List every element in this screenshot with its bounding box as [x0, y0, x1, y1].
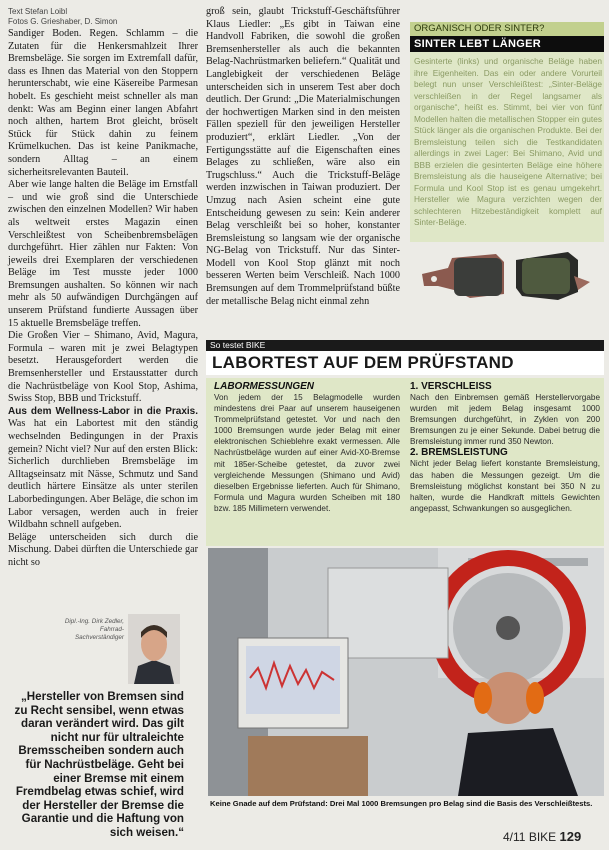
- test-bench-photo: [208, 548, 604, 796]
- article-column-1: [8, 28, 198, 570]
- sidebar-kicker: ORGANISCH ODER SINTER?: [410, 22, 604, 36]
- article-column-2: [206, 6, 400, 308]
- page-footer: [503, 829, 581, 844]
- power-body: Nicht jeder Belag liefert konstante Bremsleistung, das haben die Messungen gezeigt. Um die Bremsleistung möglichst konstant bei 350 N zu halten, wurde die Handkraft mittels Gewichten angepasst, Schwankungen so ausgeglichen.: [410, 459, 600, 513]
- labtest-title: LABORTEST AUF DEM PRÜFSTAND: [206, 351, 604, 375]
- paragraph: Die Großen Vier – Shimano, Avid, Magura, Formula – waren mit je zwei Belagtypen besetzt. Herausgefordert werden die Bremsenhersteller und Erstausstatter durch die Nachrüstbeläge von Kool Stop, Ashima, Swiss Stop, BBB und Trickstuff.: [8, 330, 198, 405]
- paragraph: Aber wie lange halten die Beläge im Ernstfall – und wie groß sind die Unterschiede zwischen den einzelnen Modellen? Wir haben als weltweit erstes Magazin einen Verschleißtest von Scheibenbremsbelägen durchgeführt. Hier zählen nur Fakten: Von jeweils drei Exemplaren der verschiedenen Beläge im Test musste jeder 1000 Bremsungen aushalten. So können wir nach mehr als 50 aufwändigen Durchgängen auf unserem Prüfstand fundierte Aussagen über 15 aktuelle Bremsbeläge treffen.: [8, 179, 198, 329]
- photo-credit: Fotos G. Grieshaber, D. Simon: [8, 17, 118, 26]
- portrait-illustration: [128, 614, 180, 684]
- quote-attribution: [60, 618, 124, 642]
- quote-author-role: Fahrrad-Sachverständiger: [74, 626, 124, 641]
- paragraph: Beläge unterscheiden sich durch die Mischung. Dabei dürften die Unterschiede gar nicht so: [8, 531, 198, 568]
- labtest-left-column: [214, 381, 400, 514]
- test-bench-illustration: [208, 548, 604, 796]
- issue-number: 4/11: [503, 830, 526, 844]
- labtest-kicker: So testet BIKE: [206, 340, 604, 351]
- organic-pad: [516, 252, 590, 300]
- paragraph: [8, 406, 198, 532]
- sidebar-title: SINTER LEBT LÄNGER: [410, 36, 604, 52]
- page-number: 129: [559, 829, 582, 844]
- power-heading: 2. BREMSLEISTUNG: [410, 447, 508, 459]
- author-portrait: [128, 614, 180, 684]
- paragraph: Sandiger Boden. Regen. Schlamm – die Zutaten für die Henkersmahlzeit Ihrer Bremsbeläge. Sie sorgen im Extremfall dafür, dass es Ihnen das Material von den Stoppern herunterschabt, wie eine Käsereibe Parmesan hobelt. Es geschieht meist schneller als man denkt: Was am Beginn einer langen Abfahrt noch althen, hartem Brot gleicht, bröselt Stück für Stück dahin zu feinem Krümelkuchen. Das ist keine Panikmache, sondern Alltag – an einem sicherheitsrelevanten Bauteil.: [8, 28, 198, 178]
- sintered-pad: [422, 254, 504, 298]
- sidebar-body: Gesinterte (links) und organische Beläge haben ihre Eigenheiten. Das ein oder andere Vorurteil belegt nun unser Verschleißtest: „Sinter-Beläge verschleißen in der Regel langsamer als organische“, heißt es. Stimmt, bei vier von fünf Modellen halten die metallischen Stopper ein gutes Stück länger als die organischen Produkte. Bei der Bremsleistung teilen sich die Testkandidaten allerdings in zwei Lager: Bei Shimano, Avid und BBB erzielen die gesinterten Beläge eine höhere Bremsleistung als die hauseigene Alternative; bei Formula und Kool Stop ist es genau umgekehrt. Hersteller wie Magura verzichten wegen der schlechteren Hitzebeständigkeit komplett auf Sinter-Beläge.: [414, 56, 602, 227]
- credits: [8, 7, 117, 27]
- text-credit: Text Stefan Loibl: [8, 7, 68, 16]
- paragraph-text: Was hat ein Labortest mit den ständig wechselnden Bedingungen in der Praxis gemein? Nicht viel? Nur auf den ersten Blick: Sicherlich durchlieben Bremsbeläge im Alltagseinsatz mit Nässe, Schmutz und Sand deutlich härtere Einsätze als unter sterilen Laborbedingungen. Aber Beläge, die schon im Labor versagen, werden auch in freier Wildbahn schnell aufgeben.: [8, 418, 198, 531]
- photo-caption: Keine Gnade auf dem Prüfstand: Drei Mal 1000 Bremsungen pro Belag sind die Basis des Verschleißtests.: [210, 799, 593, 808]
- pull-quote: „Hersteller von Bremsen sind zu Recht sensibel, wenn etwas daran verändert wird. Das gilt nicht nur für ultraleichte Bremsscheiben sondern auch für Nachrüstbeläge. Geht bei einer Bremse mit einem Fremdbelag etwas schief, wird der Hersteller der Bremse die Garantie und die Haftung von sich weisen.“: [14, 690, 184, 839]
- brake-pads-image: [418, 246, 598, 306]
- labtest-left-body: Von jedem der 15 Belagmodelle wurden mindestens drei Paar auf unserem hauseigenen Trommelprüfstand getestet. Vor und nach den 1000 Bremsungen wurde jeder Belag mit einer elektronischen Schieblehre exakt vermessen. Alle Nachrüstbeläge wurden auf einer Avid-X0-Bremse mit 185er-Scheibe getestet, da zuvor zwei vergleichende Messungen (Shimano und Avid) dieselben Ergebnisse lieferten. Auch für Shimano, Formula und Magura wurden Scheiben mit 180 bzw. 185 Millimetern verwendet.: [214, 393, 400, 513]
- labtest-right-column: [410, 381, 600, 514]
- quote-author: Dipl.-Ing. Dirk Zedler,: [64, 618, 124, 625]
- wear-heading: 1. VERSCHLEISS: [410, 381, 492, 392]
- labtest-left-heading: LABORMESSUNGEN: [214, 381, 315, 392]
- magazine-name: BIKE: [528, 830, 557, 844]
- paragraph: groß sein, glaubt Trickstuff-Geschäftsführer Klaus Liedler: „Es gibt in Taiwan eine Handvoll Fabriken, die sowohl die großen Bremsenhersteller als auch die bekannten Belag-Nachrüstmarken beliefern.“ Qualität und Langlebigkeit der verschiedenen Beläge unterscheiden sich in unserem Test aber doch deutlich. Der Grund: „Die Materialmischungen der hochwertigen Marken sind in den meisten Fällen speziell für den jeweiligen Hersteller produziert“, erklärt Liedler. „Von der Fertigungsstätte auf die Eigenschaften eines Belages zu schließen, wäre also ein Trugschluss.“ Auch die Trickstuff-Beläge werden inzwischen in Taiwan produziert. Der Umzug nach Asien scheint eine gute Entscheidung gewesen zu sein: Kein anderer Belag verschleißt bei so hoher, konstanter Bremsleistung so langsam wie der organische NG-Belag von Trickstuff. Nur das Sinter-Modell von Kool Stop glänzt mit noch besseren Werten beim Verschleiß. Nach 1000 Bremsungen auf dem Trommelprüfstand büßte der metallische Belag nicht einmal zehn: [206, 6, 400, 307]
- subhead: Aus dem Wellness-Labor in die Praxis.: [8, 405, 198, 417]
- wear-body: Nach den Einbremsen gemäß Herstellervorgabe wurden mit jedem Belag insgesamt 1000 Bremsungen durchgeführt, in Zyklen von 200 Bremsungen zu je einer Sekunde. Dabei betrug die Bremsleistung immer rund 350 Newton.: [410, 393, 600, 447]
